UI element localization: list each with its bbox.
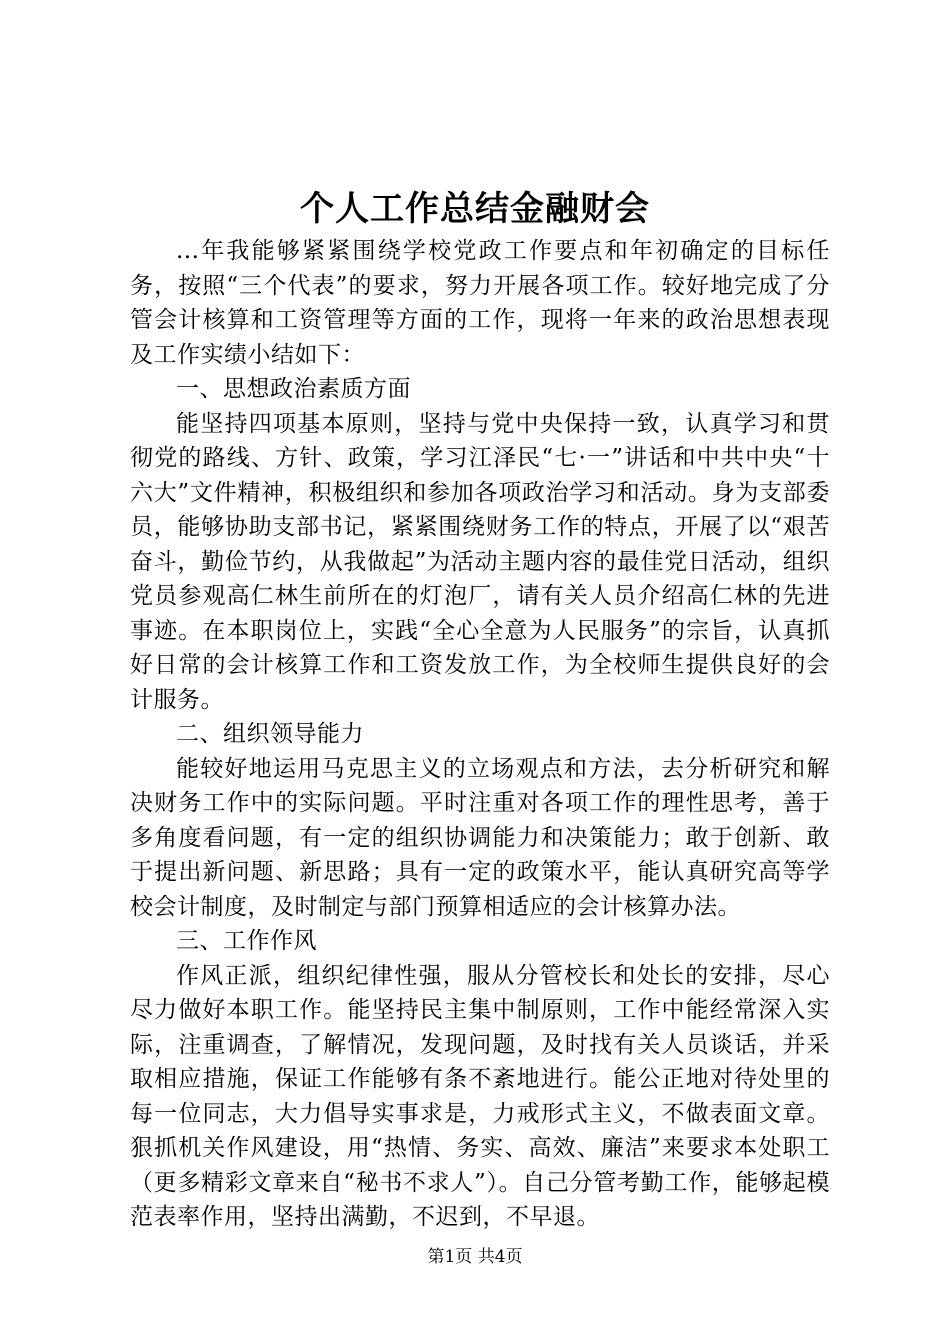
intro-paragraph: ...年我能够紧紧围绕学校党政工作要点和年初确定的目标任务，按照“三个代表”的要求，努力开展各项工作。较好地完成了分管会计核算和工资管理等方面的工作，现将一年来的政治思想表现及工作实绩小结如下：	[130, 238, 830, 368]
section-heading-1: 一、思想政治素质方面	[176, 376, 411, 402]
page-number-footer: 第1页 共4页	[427, 1247, 523, 1267]
section-paragraph-3: 作风正派，组织纪律性强，服从分管校长和处长的安排，尽心尽力做好本职工作。能坚持民主集中制原则，工作中能经常深入实际，注重调查，了解情况，发现问题，及时找有关人员谈话，并采取相应措施，保证工作能够有条不紊地进行。能公正地对待处里的每一位同志，大力倡导实事求是，力戒形式主义，不做表面文章。狠抓机关作风建设，用“热情、务实、高效、廉洁”来要求本处职工（更多精彩文章来自“秘书不求人”）。自己分管考勤工作，能够起模范表率作用，坚持出满勤，不迟到，不早退。	[130, 962, 830, 1230]
section-paragraph-2: 能较好地运用马克思主义的立场观点和方法，去分析研究和解决财务工作中的实际问题。平时注重对各项工作的理性思考，善于多角度看问题，有一定的组织协调能力和决策能力；敢于创新、敢于提出新问题、新思路；具有一定的政策水平，能认真研究高等学校会计制度，及时制定与部门预算相适应的会计核算办法。	[130, 755, 830, 920]
section-heading-3: 三、工作作风	[176, 928, 317, 954]
section-heading-2: 二、组织领导能力	[176, 721, 364, 747]
document-body	[130, 234, 830, 1235]
document-title: 个人工作总结金融财会	[300, 189, 650, 229]
section-paragraph-1: 能坚持四项基本原则，坚持与党中央保持一致，认真学习和贯彻党的路线、方针、政策，学习江泽民“七·一”讲话和中共中央“十六大”文件精神，积极组织和参加各项政治学习和活动。身为支部委员，能够协助支部书记，紧紧围绕财务工作的特点，开展了以“艰苦奋斗，勤俭节约，从我做起”为活动主题内容的最佳党日活动，组织党员参观高仁林生前所在的灯泡厂，请有关人员介绍高仁林的先进事迹。在本职岗位上，实践“全心全意为人民服务”的宗旨，认真抓好日常的会计核算工作和工资发放工作，为全校师生提供良好的会计服务。	[130, 410, 830, 713]
